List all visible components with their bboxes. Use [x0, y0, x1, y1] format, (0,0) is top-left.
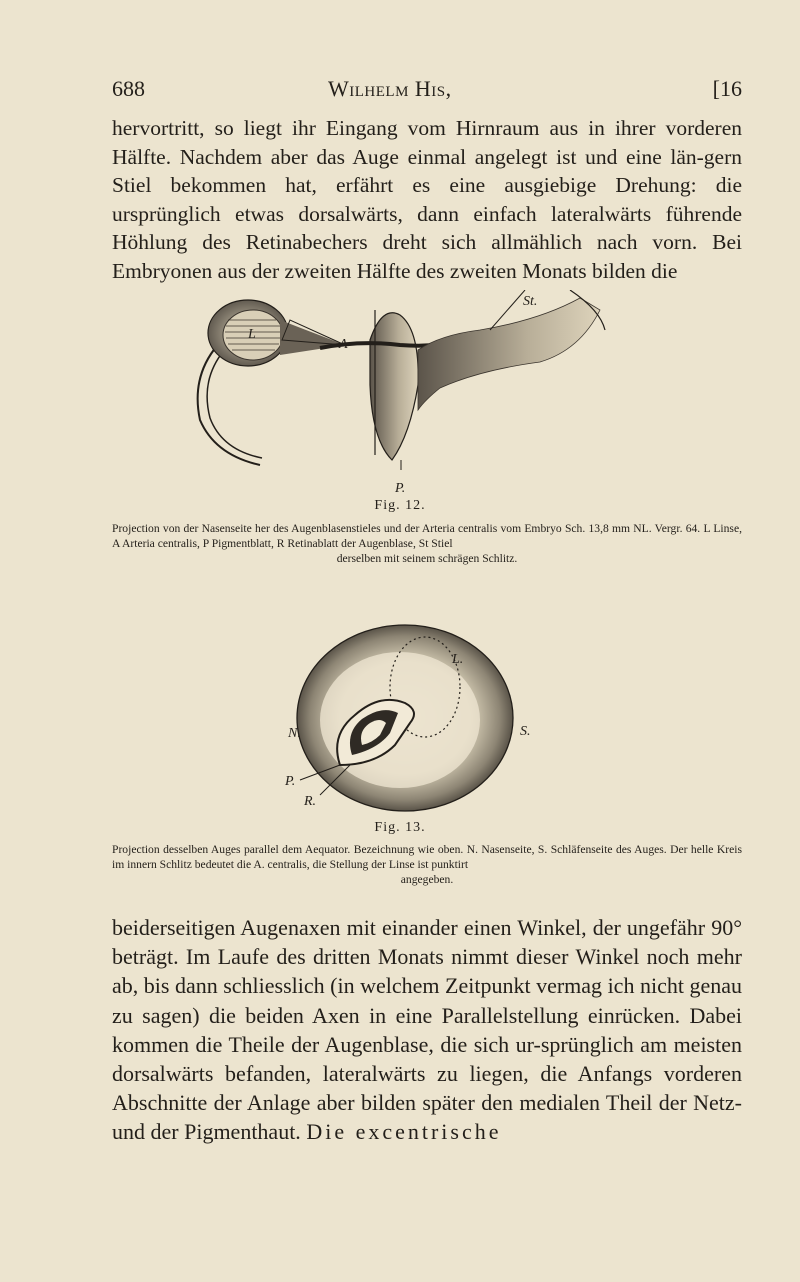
- fig12-label-R: [380, 290, 393, 292]
- fig12-label-St: St.: [523, 294, 538, 309]
- figure-13-illustration: [0, 615, 800, 815]
- figure-12-label: Fig. 12.: [374, 498, 426, 513]
- running-header: [112, 76, 742, 106]
- body-paragraph-2-text: beiderseitigen Augenaxen mit einander einen Winkel, der ungefähr 90° beträgt. Im Laufe des dritten Monats nimmt dieser Winkel noch mehr ab, bis dann schliesslich (in welchem Zeitpunkt vermag ich nicht genau zu sagen) die beiden Axen in eine Parallelstellung einrücken. Dabei kommen die Theile der Augenblase, die sich ur-sprünglich am meisten dorsalwärts befanden, lateralwärts zu liegen, die Anfangs vorderen Abschnitte der Anlage aber bilden später den medialen Theil der Netz- und der Pigmenthaut.: [112, 915, 742, 1145]
- figure-12-label-area: [0, 472, 800, 496]
- figure-12-illustration: [0, 290, 800, 470]
- figure-13: [0, 615, 800, 815]
- fig12-label-A: A: [339, 337, 348, 352]
- figure-12-pointer: [0, 472, 800, 496]
- fig12-label-L: L: [248, 327, 256, 342]
- body-paragraph-2-tail: Die excentrische: [306, 1119, 502, 1145]
- fig12-label-P: P.: [395, 481, 406, 496]
- body-paragraph-2: [112, 913, 742, 1147]
- running-head-author: Wilhelm His,: [328, 76, 452, 101]
- page-number: 688: [112, 76, 145, 101]
- figure-12-caption: [112, 521, 742, 566]
- fig13-label-S: S.: [520, 724, 531, 739]
- figure-13-caption: [112, 842, 742, 887]
- fig13-label-L: L.: [452, 652, 464, 667]
- figure-13-label: Fig. 13.: [374, 820, 426, 835]
- figure-13-caption-text: Projection desselben Auges parallel dem Aequator. Bezeichnung wie oben. N. Nasenseite, S. Schläfenseite des Auges. Der helle Kreis im innern Schlitz bedeutet die A. centralis, die Stellung der Linse ist punktirt: [112, 843, 742, 871]
- fig13-label-N: N.: [288, 726, 301, 741]
- figure-12-caption-text: Projection von der Nasenseite her des Augenblasenstieles und der Arteria centralis vom Embryo Sch. 13,8 mm NL. Vergr. 64. L Linse, A Arteria centralis, P Pigmentblatt, R Retinablatt der Augenblase, St Stiel: [112, 522, 742, 550]
- body-paragraph-1: hervortritt, so liegt ihr Eingang vom Hirnraum aus in ihrer vorderen Hälfte. Nachdem aber das Auge einmal angelegt ist und eine län-gern Stiel bekommen hat, erfährt es eine ausgiebige Drehung: die ursprünglich etwas dorsalwärts, dann einfach lateralwärts führende Höhlung des Retinabechers dreht sich allmählich nach vorn. Bei Embryonen aus der zweiten Hälfte des zweiten Monats bilden die: [112, 116, 742, 283]
- running-head-section: [16: [712, 76, 742, 101]
- figure-13-caption-last: angegeben.: [400, 873, 454, 886]
- fig13-label-R: R.: [304, 794, 317, 809]
- figure-12-caption-last: derselben mit seinem schrägen Schlitz.: [336, 552, 518, 565]
- fig13-label-P: P.: [285, 774, 296, 789]
- figure-12: [0, 290, 800, 470]
